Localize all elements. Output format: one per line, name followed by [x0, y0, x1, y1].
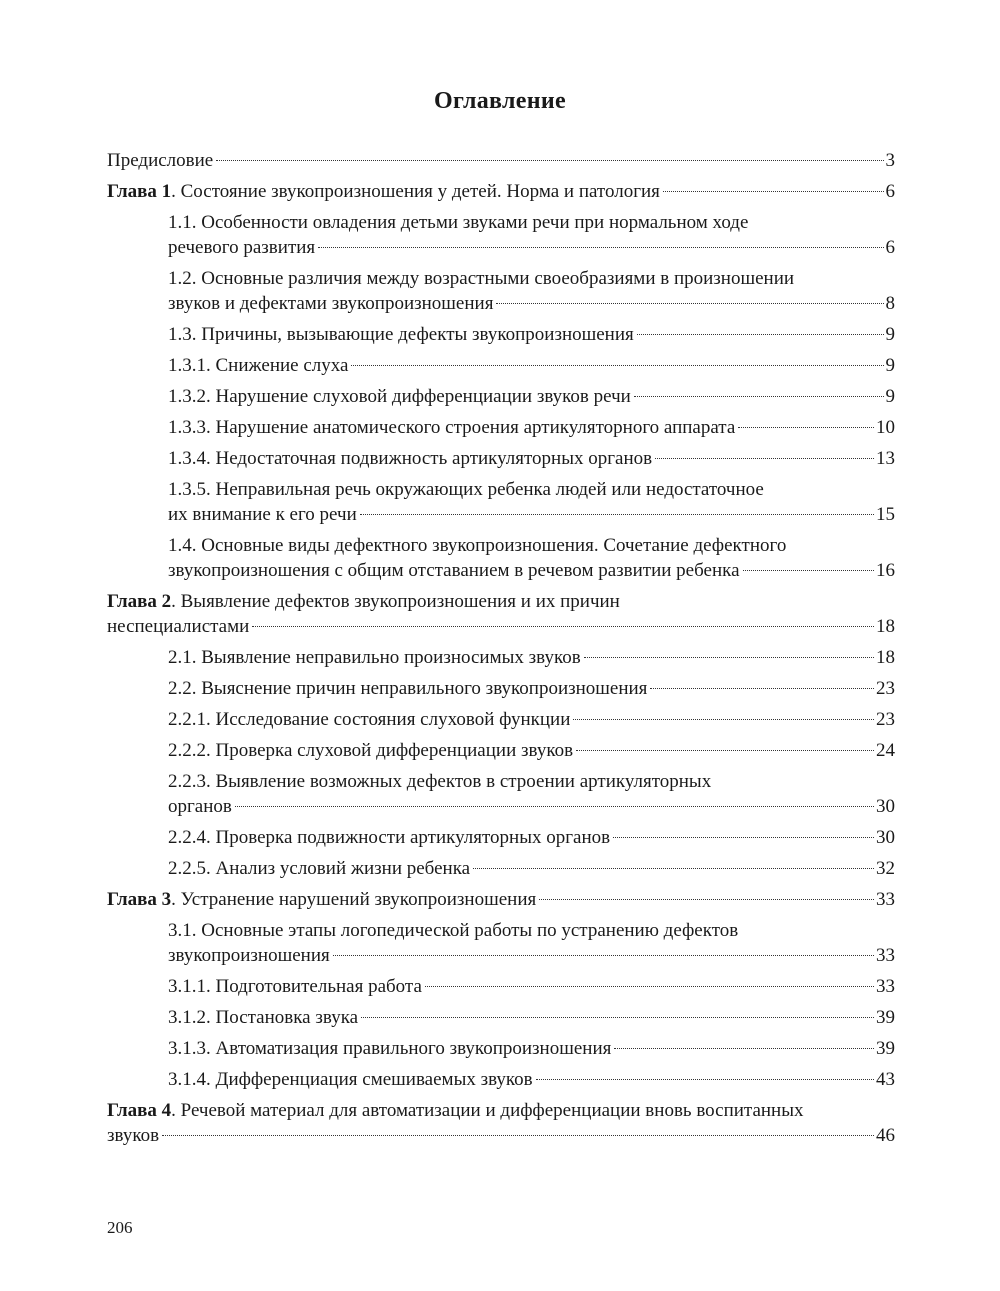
toc-entry: [107, 974, 895, 999]
toc-entry-text: [107, 614, 249, 639]
toc-entry: [107, 856, 895, 881]
toc-entry: [107, 825, 895, 850]
toc-entry-line: [168, 856, 895, 881]
dot-leader: [496, 303, 883, 304]
toc-page-number: 30: [876, 796, 895, 817]
toc-entry-line: [107, 1123, 895, 1148]
dot-leader: [351, 365, 883, 366]
toc-entry-title: 3.1.2. Постановка звука: [168, 1007, 359, 1028]
toc-entry: [107, 210, 895, 260]
toc-entry-title: 2.1. Выявление неправильно произносимых звуков: [168, 647, 581, 668]
toc-entry-title: 2.2.5. Анализ условий жизни ребенка: [168, 858, 471, 879]
toc-entry-title-line: [168, 533, 895, 558]
toc-entry: [107, 148, 895, 173]
toc-entry-title-line: [168, 769, 895, 794]
toc-entry-text: [168, 707, 570, 732]
toc-page-number: 8: [885, 293, 895, 314]
toc-entry-line: [168, 291, 895, 316]
toc-entry-title: 2.2.1. Исследование состояния слуховой функции: [168, 709, 571, 730]
dot-leader: [655, 458, 874, 459]
page-title: Оглавление: [434, 88, 566, 114]
toc-page-number: 18: [876, 616, 895, 637]
toc-entry-title: . Состояние звукопроизношения у детей. Норма и патология: [171, 181, 660, 202]
toc-page-number: 33: [876, 889, 895, 910]
toc-entry-title-line: [168, 210, 895, 235]
toc-entry: [107, 477, 895, 527]
toc-entry: [107, 738, 895, 763]
toc-entry-text: [168, 825, 610, 850]
toc-entry-title: Предисловие: [107, 150, 214, 171]
dot-leader: [637, 334, 884, 335]
toc-entry-title: звуков и дефектами звукопроизношения: [168, 293, 494, 314]
dot-leader: [333, 955, 874, 956]
toc-entry-title: 3.1.1. Подготовительная работа: [168, 976, 422, 997]
toc-entry: [107, 1036, 895, 1061]
toc-entry-line: [107, 887, 895, 912]
toc-entry-text: [168, 415, 735, 440]
toc-entry-title-line: [168, 266, 895, 291]
dot-leader: [216, 160, 883, 161]
toc-entry: [107, 1005, 895, 1030]
toc-entry-text: [107, 179, 660, 204]
toc-entry: [107, 322, 895, 347]
toc-entry-line: [168, 502, 895, 527]
dot-leader: [738, 427, 874, 428]
toc-page-number: 23: [876, 709, 895, 730]
toc-entry: [107, 1098, 895, 1148]
toc-entry-line: [107, 179, 895, 204]
dot-leader: [425, 986, 874, 987]
toc-page-number: 13: [876, 448, 895, 469]
toc-entry-title: органов: [168, 796, 232, 817]
toc-entry-text: [168, 856, 470, 881]
toc-page-number: 10: [876, 417, 895, 438]
toc-entry: [107, 769, 895, 819]
toc-page-number: 43: [876, 1069, 895, 1090]
toc-entry-line: [168, 1067, 895, 1092]
toc-entry-title: их внимание к его речи: [168, 504, 357, 525]
toc-entry-line: [168, 415, 895, 440]
toc-page-number: 9: [885, 324, 895, 345]
toc-entry-line: [168, 738, 895, 763]
dot-leader: [613, 837, 874, 838]
toc-entry: [107, 179, 895, 204]
toc-entry-line: [168, 707, 895, 732]
toc-entry: [107, 676, 895, 701]
toc-page-number: 39: [876, 1038, 895, 1059]
toc-page-number: 6: [885, 181, 895, 202]
toc-entry-line: [168, 676, 895, 701]
toc-entry-text: [168, 794, 232, 819]
toc-entry-text: [168, 235, 315, 260]
toc-entry-text: [168, 502, 357, 527]
toc-page-number: 15: [876, 504, 895, 525]
toc-page-number: 16: [876, 560, 895, 581]
toc-entry: [107, 353, 895, 378]
toc-entry-line: [168, 558, 895, 583]
toc-entry: [107, 415, 895, 440]
toc-entry-text: [168, 353, 348, 378]
toc-entry-title: 3.1. Основные этапы логопедической работы по устранению дефектов: [168, 920, 739, 941]
toc-entry-line: [168, 235, 895, 260]
toc-entry-title: звуков: [107, 1125, 160, 1146]
dot-leader: [536, 1079, 874, 1080]
dot-leader: [252, 626, 874, 627]
toc-page-number: 32: [876, 858, 895, 879]
table-of-contents: [107, 148, 895, 1154]
toc-entry-title: звукопроизношения: [168, 945, 330, 966]
toc-entry-title: 1.2. Основные различия между возрастными своеобразиями в произношении: [168, 268, 795, 289]
toc-entry: [107, 887, 895, 912]
dot-leader: [162, 1135, 874, 1136]
toc-entry-title: 1.3.2. Нарушение слуховой дифференциации звуков речи: [168, 386, 631, 407]
toc-entry-title: речевого развития: [168, 237, 316, 258]
toc-entry-title: 3.1.4. Дифференциация смешиваемых звуков: [168, 1069, 533, 1090]
toc-entry-title: неспециалистами: [107, 616, 250, 637]
toc-entry-text: [168, 738, 573, 763]
toc-entry: [107, 266, 895, 316]
toc-entry-title: . Выявление дефектов звукопроизношения и их причин: [171, 591, 620, 612]
toc-entry-title: 1.3.1. Снижение слуха: [168, 355, 349, 376]
dot-leader: [634, 396, 884, 397]
toc-entry-text: [168, 676, 647, 701]
toc-entry: [107, 1067, 895, 1092]
toc-page-number: 6: [885, 237, 895, 258]
dot-leader: [743, 570, 874, 571]
toc-entry-line: [107, 148, 895, 173]
toc-entry-text: [168, 291, 493, 316]
toc-entry-text: [107, 148, 213, 173]
toc-entry-title: звукопроизношения с общим отставанием в речевом развитии ребенка: [168, 560, 740, 581]
chapter-label: Глава 3: [107, 889, 172, 910]
page-number: 206: [107, 1218, 133, 1237]
toc-entry-text: [168, 446, 652, 471]
toc-entry-text: [168, 974, 422, 999]
toc-page-number: 30: [876, 827, 895, 848]
toc-entry-title-line: [107, 1098, 895, 1123]
toc-entry-title: 1.4. Основные виды дефектного звукопроизношения. Сочетание дефектного: [168, 535, 787, 556]
toc-page-number: 9: [885, 386, 895, 407]
toc-entry: [107, 707, 895, 732]
dot-leader: [576, 750, 874, 751]
toc-entry-text: [168, 384, 631, 409]
toc-page-number: 46: [876, 1125, 895, 1146]
chapter-label: Глава 2: [107, 591, 172, 612]
toc-page-number: 24: [876, 740, 895, 761]
dot-leader: [573, 719, 874, 720]
toc-entry-text: [168, 645, 581, 670]
toc-entry: [107, 589, 895, 639]
toc-entry-text: [168, 1036, 611, 1061]
toc-entry-text: [168, 1005, 358, 1030]
toc-entry-title-line: [107, 589, 895, 614]
toc-page-number: 3: [885, 150, 895, 171]
dot-leader: [663, 191, 884, 192]
toc-entry-line: [168, 825, 895, 850]
toc-entry-title: 1.3.5. Неправильная речь окружающих ребенка людей или недостаточное: [168, 479, 764, 500]
dot-leader: [650, 688, 874, 689]
dot-leader: [473, 868, 874, 869]
toc-entry-line: [168, 974, 895, 999]
toc-entry-title: 1.3. Причины, вызывающие дефекты звукопроизношения: [168, 324, 634, 345]
toc-entry-line: [168, 322, 895, 347]
toc-entry-title: 3.1.3. Автоматизация правильного звукопроизношения: [168, 1038, 612, 1059]
toc-page-number: 33: [876, 945, 895, 966]
toc-entry-line: [168, 943, 895, 968]
toc-entry-line: [168, 645, 895, 670]
toc-entry-text: [168, 558, 740, 583]
dot-leader: [614, 1048, 874, 1049]
toc-entry-text: [107, 1123, 159, 1148]
chapter-label: Глава 1: [107, 181, 172, 202]
toc-entry-title-line: [168, 477, 895, 502]
toc-entry-line: [107, 614, 895, 639]
toc-entry-line: [168, 353, 895, 378]
toc-entry-title: 2.2.2. Проверка слуховой дифференциации звуков: [168, 740, 574, 761]
toc-entry-title: 1.3.4. Недостаточная подвижность артикуляторных органов: [168, 448, 653, 469]
toc-page-number: 33: [876, 976, 895, 997]
toc-entry-title: . Речевой материал для автоматизации и дифференциации вновь воспитанных: [171, 1100, 804, 1121]
toc-entry-line: [168, 446, 895, 471]
toc-entry: [107, 645, 895, 670]
toc-entry-line: [168, 384, 895, 409]
toc-entry-title: 2.2. Выяснение причин неправильного звукопроизношения: [168, 678, 648, 699]
toc-page-number: 23: [876, 678, 895, 699]
dot-leader: [361, 1017, 874, 1018]
dot-leader: [539, 899, 874, 900]
toc-entry-title-line: [168, 918, 895, 943]
toc-entry: [107, 533, 895, 583]
toc-entry-title: 1.3.3. Нарушение анатомического строения артикуляторного аппарата: [168, 417, 736, 438]
toc-entry: [107, 446, 895, 471]
toc-entry-line: [168, 794, 895, 819]
toc-entry-line: [168, 1036, 895, 1061]
toc-entry-text: [168, 943, 330, 968]
dot-leader: [235, 806, 874, 807]
dot-leader: [584, 657, 874, 658]
toc-page-number: 18: [876, 647, 895, 668]
toc-entry-title: . Устранение нарушений звукопроизношения: [171, 889, 537, 910]
toc-page-number: 9: [885, 355, 895, 376]
dot-leader: [318, 247, 883, 248]
toc-entry-title: 2.2.3. Выявление возможных дефектов в строении артикуляторных: [168, 771, 712, 792]
toc-entry-title: 1.1. Особенности овладения детьми звуками речи при нормальном ходе: [168, 212, 749, 233]
toc-entry: [107, 918, 895, 968]
toc-page-number: 39: [876, 1007, 895, 1028]
toc-entry-title: 2.2.4. Проверка подвижности артикуляторных органов: [168, 827, 611, 848]
toc-entry-text: [168, 322, 634, 347]
toc-entry-line: [168, 1005, 895, 1030]
toc-entry-text: [107, 887, 536, 912]
dot-leader: [360, 514, 874, 515]
toc-entry-text: [168, 1067, 533, 1092]
toc-entry: [107, 384, 895, 409]
chapter-label: Глава 4: [107, 1100, 172, 1121]
